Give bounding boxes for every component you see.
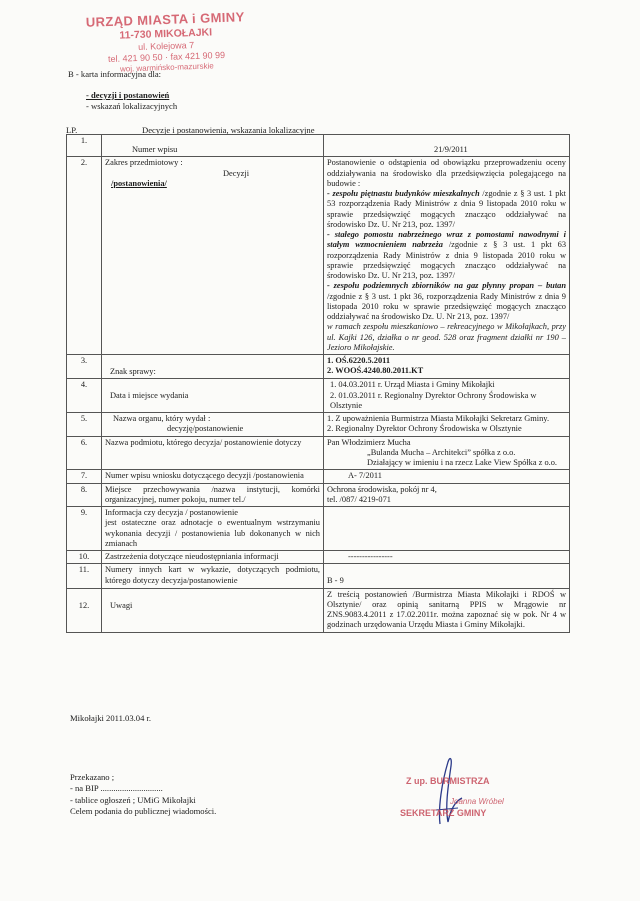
row-10 xyxy=(67,551,570,564)
row-value: Ochrona środowiska, pokój nr 4, tel. /087/ 4219-071 xyxy=(324,483,570,507)
row-label: Znak sprawy: xyxy=(102,355,324,379)
row-label: Numer wpisu xyxy=(102,135,324,157)
row-value: Z treścią postanowień /Burmistrza Miasta Mikołajki i RDOŚ w Olsztynie/ oraz opinią sanitarną PPIS w Mrągowie nr ZNS.9083.4.2011 z 17.02.2011r. można zapoznać się w pok. Nr 4 w godzinach urzędowania Urzędu Miasta i Gminy Mikołajki. xyxy=(324,588,570,632)
row-num: 3. xyxy=(67,355,102,379)
row-num: 7. xyxy=(67,470,102,483)
row-8 xyxy=(67,483,570,507)
lp-label: LP. xyxy=(66,125,78,135)
row-label: Nazwa podmiotu, którego decyzja/ postanowienie dotyczy xyxy=(102,436,324,470)
signature-stamp xyxy=(400,776,550,819)
scope-item-decisions: - decyzji i postanowień xyxy=(86,90,170,100)
row-value: 1. 04.03.2011 r. Urząd Miasta i Gminy Mikołajki 2. 01.03.2011 r. Regionalny Dyrektor Ochrony Środowiska w Olsztynie xyxy=(324,379,570,413)
row-5 xyxy=(67,413,570,437)
row-num: 9. xyxy=(67,507,102,551)
row-label: Uwagi xyxy=(102,588,324,632)
row-1 xyxy=(67,135,570,157)
row-label: Numery innych kart w wykazie, dotyczących podmiotu, którego dotyczy decyzja/postanowienie xyxy=(102,564,324,588)
row-label: Zastrzeżenia dotyczące nieudostępniania informacji xyxy=(102,551,324,564)
row-4 xyxy=(67,379,570,413)
row-value: Postanowienie o odstąpienia od obowiązku przeprowadzeniu oceny oddziaływania na środowisko dla przedsięwzięcia polegającego na budowie : - zespołu piętnastu budynków mieszkalnych /zgodnie z § 3 ust. 1 pkt 53 rozporządzenia Rady Ministrów z dnia 9 listopada 2010 roku w sprawie przedsięwzięć mogących znacząco oddziaływać na środowisko Dz. U. Nr 213, poz. 1397/ - stałego pomostu nabrzeżnego wraz z pomostami nawodnymi i stałym wzmocnieniem nabrzeża /zgodnie z § 3 ust. 1 pkt 63 rozporządzenia Rady Ministrów z dnia 9 listopada 2010 roku w sprawie przedsięwzięć mogących znacząco oddziaływać na środowisko Dz. U. Nr 213, poz. 1397/ - zespołu podziemnych zbiorników na gaz płynny propan – butan /zgodnie z § 3 ust. 1 pkt 36, rozporządzenia Rady Ministrów z dnia 9 listopada 2010 roku w sprawie przedsięwzięć mogących znacząco oddziaływać na środowisko Dz. U. Nr 213, poz. 1397/ w ramach zespołu mieszkaniowo – rekreacyjnego w Mikołajkach, przy ul. Kajki 126, działka o nr geod. 528 oraz fragment działki nr 190 – Jezioro Mikołajskie. xyxy=(324,157,570,355)
footer-line-3: - tablice ogłoszeń ; UMiG Mikołajki xyxy=(70,794,196,805)
row-2 xyxy=(67,157,570,355)
row-label: Zakres przedmiotowy : Decyzji /postanowienia/ xyxy=(102,157,324,355)
row-num: 6. xyxy=(67,436,102,470)
row-value: ---------------- xyxy=(324,551,570,564)
scope-item-locations: - wskazań lokalizacyjnych xyxy=(86,101,178,112)
stamp-line-2: 11-730 MIKOŁAJKI xyxy=(119,26,213,42)
row-7 xyxy=(67,470,570,483)
stamp-line-4: tel. 421 90 50 · fax 421 90 99 xyxy=(107,49,226,64)
distribution-note xyxy=(70,772,216,818)
office-stamp xyxy=(75,9,257,76)
row-num: 10. xyxy=(67,551,102,564)
row-num: 11. xyxy=(67,564,102,588)
row-value: B - 9 xyxy=(324,564,570,588)
info-table xyxy=(66,134,570,633)
row-label: Numer wpisu wniosku dotyczącego decyzji /postanowienia xyxy=(102,470,324,483)
lp-title: Decyzje i postanowienia, wskazania lokalizacyjne xyxy=(142,125,315,135)
row-num: 12. xyxy=(67,588,102,632)
row-value: Pan Włodzimierz Mucha „Bulanda Mucha – Architekci” spółka z o.o. Działający w imieniu i na rzecz Lake View Spółka z o.o. xyxy=(324,436,570,470)
signature-name: Joanna Wróbel xyxy=(450,796,504,806)
row-3 xyxy=(67,355,570,379)
row-value: A- 7/2011 xyxy=(324,470,570,483)
stamp-line-1: URZĄD MIASTA i GMINY xyxy=(85,9,245,30)
row-value: 1. OŚ.6220.5.2011 2. WOOŚ.4240.80.2011.KT xyxy=(324,355,570,379)
row-9 xyxy=(67,507,570,551)
row-num: 2. xyxy=(67,157,102,355)
row-num: 5. xyxy=(67,413,102,437)
row-value: 1. Z upoważnienia Burmistrza Miasta Mikołajki Sekretarz Gminy. 2. Regionalny Dyrektor Ochrony Środowiska w Olsztynie xyxy=(324,413,570,437)
row-6 xyxy=(67,436,570,470)
row-num: 8. xyxy=(67,483,102,507)
row-11 xyxy=(67,564,570,588)
card-title: B - karta informacyjna dla: xyxy=(68,69,162,79)
row-num: 4. xyxy=(67,379,102,413)
row-label: Informacja czy decyzja / postanowienie jest ostateczne oraz adnotacje o ewentualnym wstrzymaniu wykonania decyzji / postanowienia lub dokonanych w nich zmianach xyxy=(102,507,324,551)
row-num: 1. xyxy=(67,135,102,157)
row-label: Nazwa organu, który wydał : decyzję/postanowienie xyxy=(102,413,324,437)
card-scope-list xyxy=(86,90,177,113)
stamp-line-5: woj. warmińsko-mazurskie xyxy=(119,60,214,74)
row-label: Data i miejsce wydania xyxy=(102,379,324,413)
row-label: Miejsce przechowywania /nazwa instytucji, komórki organizacyjnej, numer pokoju, numer tel./ xyxy=(102,483,324,507)
footer-line-4: Celem podania do publicznej wiadomości. xyxy=(70,806,217,817)
signature-line-3: SEKRETARZ GMINY xyxy=(400,807,487,818)
signature-line-1: Z up. BURMISTRZA xyxy=(406,776,490,786)
issue-date: Mikołajki 2011.03.04 r. xyxy=(70,713,152,723)
row-value: 21/9/2011 xyxy=(324,135,570,157)
footer-line-2: - na BIP ............................. xyxy=(70,783,163,794)
row-value xyxy=(324,507,570,551)
row-12 xyxy=(67,588,570,632)
footer-line-1: Przekazano ; xyxy=(70,772,115,782)
stamp-line-3: ul. Kolejowa 7 xyxy=(137,39,195,52)
